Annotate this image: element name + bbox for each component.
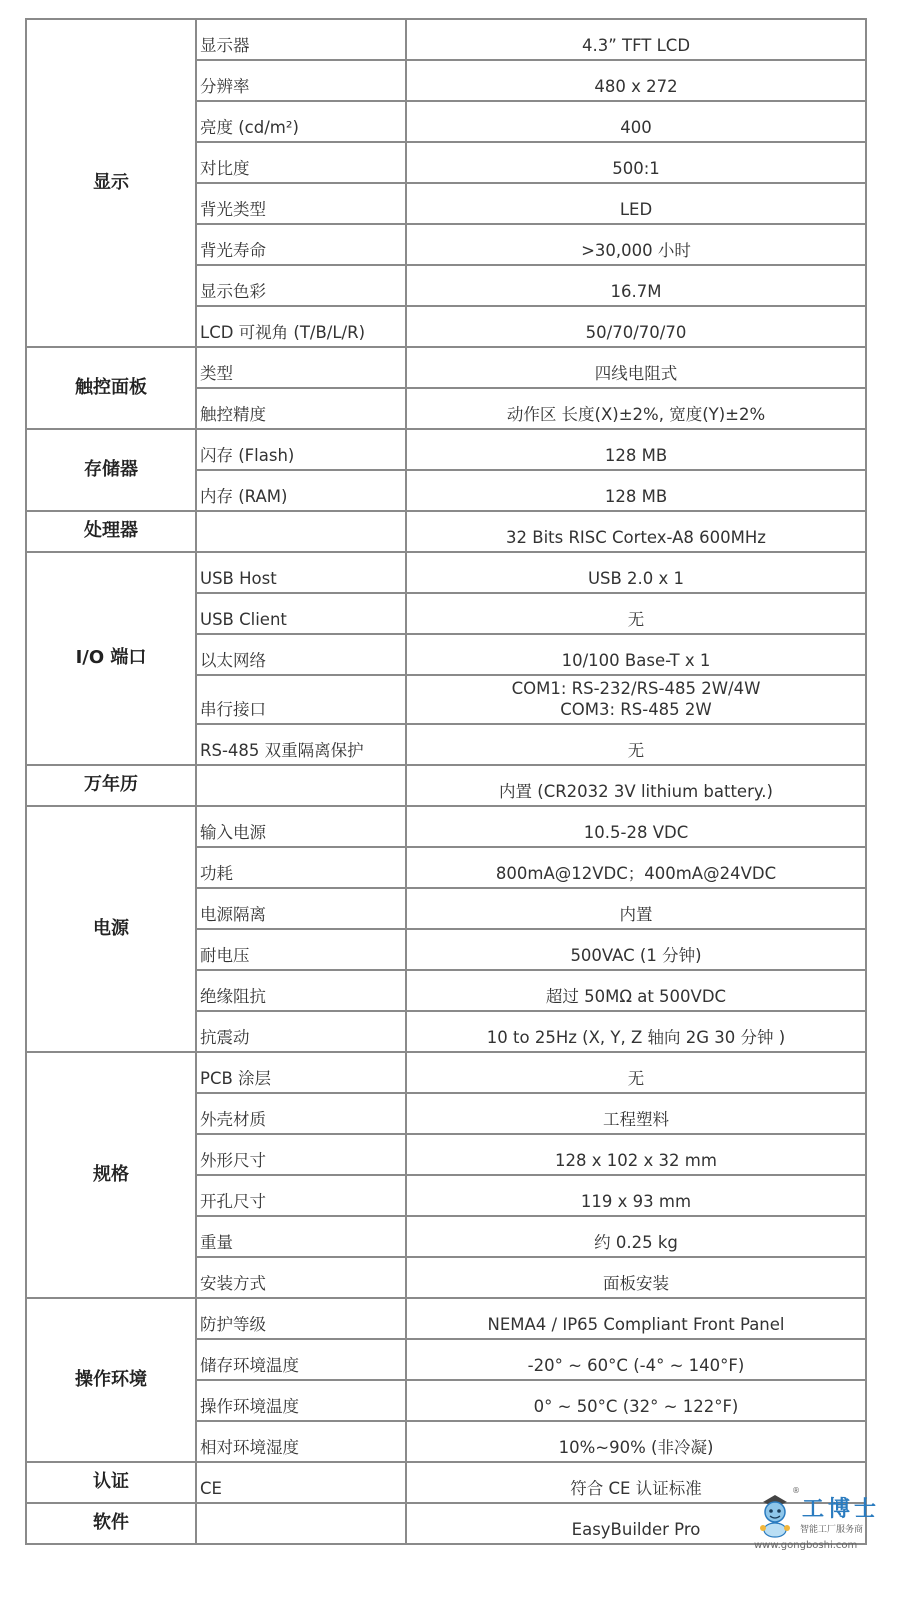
spec-name-cell: 防护等级 xyxy=(196,1298,406,1339)
spec-name-cell: 功耗 xyxy=(196,847,406,888)
mascot-icon xyxy=(754,1492,796,1538)
spec-name-cell: 安装方式 xyxy=(196,1257,406,1298)
spec-value-cell: 工程塑料 xyxy=(406,1093,866,1134)
spec-row xyxy=(26,347,866,388)
spec-value-cell: 无 xyxy=(406,593,866,634)
spec-value-cell: >30,000 小时 xyxy=(406,224,866,265)
spec-value-cell: 内置 (CR2032 3V lithium battery.) xyxy=(406,765,866,806)
spec-name-cell: 操作环境温度 xyxy=(196,1380,406,1421)
spec-value-cell: 128 MB xyxy=(406,470,866,511)
spec-table xyxy=(25,18,867,1545)
spec-name-cell: 串行接口 xyxy=(196,675,406,724)
spec-value-cell: 128 MB xyxy=(406,429,866,470)
spec-value-cell: 四线电阻式 xyxy=(406,347,866,388)
spec-value-cell: 500:1 xyxy=(406,142,866,183)
spec-row xyxy=(26,511,866,552)
spec-name-cell: 触控精度 xyxy=(196,388,406,429)
spec-value-cell: 4.3” TFT LCD xyxy=(406,19,866,60)
spec-value-cell: LED xyxy=(406,183,866,224)
spec-value-cell xyxy=(406,675,866,724)
spec-name-cell: 输入电源 xyxy=(196,806,406,847)
spec-name-cell: 重量 xyxy=(196,1216,406,1257)
spec-value-cell: -20° ~ 60°C (-4° ~ 140°F) xyxy=(406,1339,866,1380)
spec-value-cell: 16.7M xyxy=(406,265,866,306)
spec-name-cell: 类型 xyxy=(196,347,406,388)
spec-value-cell: 10/100 Base-T x 1 xyxy=(406,634,866,675)
spec-name-cell: 相对环境湿度 xyxy=(196,1421,406,1462)
spec-name-cell: 对比度 xyxy=(196,142,406,183)
spec-value-cell: 50/70/70/70 xyxy=(406,306,866,347)
spec-name-cell: 耐电压 xyxy=(196,929,406,970)
spec-value-cell: 超过 50MΩ at 500VDC xyxy=(406,970,866,1011)
category-cell: 软件 xyxy=(26,1503,196,1544)
category-cell: 电源 xyxy=(26,806,196,1052)
spec-name-cell: 显示器 xyxy=(196,19,406,60)
watermark-logo xyxy=(752,1486,892,1556)
spec-value-cell: 10.5-28 VDC xyxy=(406,806,866,847)
spec-name-cell: 显示色彩 xyxy=(196,265,406,306)
brand-tagline: 智能工厂服务商 xyxy=(800,1525,864,1535)
spec-value-cell: 约 0.25 kg xyxy=(406,1216,866,1257)
spec-row xyxy=(26,1462,866,1503)
spec-value-cell: 无 xyxy=(406,724,866,765)
category-cell: 触控面板 xyxy=(26,347,196,429)
brand-name: 工博士 xyxy=(802,1496,881,1522)
spec-name-cell: 分辨率 xyxy=(196,60,406,101)
spec-value-cell: 动作区 长度(X)±2%, 宽度(Y)±2% xyxy=(406,388,866,429)
spec-row xyxy=(26,1298,866,1339)
spec-value-cell: 无 xyxy=(406,1052,866,1093)
spec-value-cell: 10%~90% (非冷凝) xyxy=(406,1421,866,1462)
category-cell: 认证 xyxy=(26,1462,196,1503)
spec-value-cell: 32 Bits RISC Cortex-A8 600MHz xyxy=(406,511,866,552)
spec-name-cell: 内存 (RAM) xyxy=(196,470,406,511)
category-cell: 处理器 xyxy=(26,511,196,552)
spec-name-cell xyxy=(196,765,406,806)
spec-name-cell: 储存环境温度 xyxy=(196,1339,406,1380)
spec-name-cell: USB Client xyxy=(196,593,406,634)
spec-name-cell: RS-485 双重隔离保护 xyxy=(196,724,406,765)
spec-row xyxy=(26,1052,866,1093)
category-cell: 操作环境 xyxy=(26,1298,196,1462)
spec-value-cell: 800mA@12VDC；400mA@24VDC xyxy=(406,847,866,888)
spec-name-cell: 外壳材质 xyxy=(196,1093,406,1134)
spec-table-body xyxy=(26,19,866,1544)
category-cell: I/O 端口 xyxy=(26,552,196,765)
spec-row xyxy=(26,429,866,470)
spec-value-cell: 400 xyxy=(406,101,866,142)
spec-row xyxy=(26,19,866,60)
spec-value-cell: 480 x 272 xyxy=(406,60,866,101)
spec-value-line: COM1: RS-232/RS-485 2W/4W xyxy=(511,678,761,698)
spec-name-cell: PCB 涂层 xyxy=(196,1052,406,1093)
spec-value-cell: 0° ~ 50°C (32° ~ 122°F) xyxy=(406,1380,866,1421)
spec-name-cell: 抗震动 xyxy=(196,1011,406,1052)
spec-name-cell: 绝缘阻抗 xyxy=(196,970,406,1011)
spec-name-cell: 开孔尺寸 xyxy=(196,1175,406,1216)
spec-name-cell: LCD 可视角 (T/B/L/R) xyxy=(196,306,406,347)
spec-name-cell: 亮度 (cd/m²) xyxy=(196,101,406,142)
spec-value-cell: USB 2.0 x 1 xyxy=(406,552,866,593)
spec-row xyxy=(26,806,866,847)
spec-name-cell: USB Host xyxy=(196,552,406,593)
spec-name-cell xyxy=(196,511,406,552)
spec-value-line: COM3: RS-485 2W xyxy=(560,699,712,719)
spec-value-cell: 500VAC (1 分钟) xyxy=(406,929,866,970)
category-cell: 显示 xyxy=(26,19,196,347)
spec-name-cell: 背光寿命 xyxy=(196,224,406,265)
spec-value-cell: 119 x 93 mm xyxy=(406,1175,866,1216)
spec-name-cell: 电源隔离 xyxy=(196,888,406,929)
spec-name-cell: CE xyxy=(196,1462,406,1503)
spec-value-cell: 10 to 25Hz (X, Y, Z 轴向 2G 30 分钟 ) xyxy=(406,1011,866,1052)
registered-mark: ® xyxy=(792,1486,800,1495)
spec-name-cell: 外形尺寸 xyxy=(196,1134,406,1175)
spec-row xyxy=(26,1503,866,1544)
category-cell: 存储器 xyxy=(26,429,196,511)
spec-value-cell: 内置 xyxy=(406,888,866,929)
spec-value-cell: 128 x 102 x 32 mm xyxy=(406,1134,866,1175)
spec-name-cell: 背光类型 xyxy=(196,183,406,224)
spec-value-cell: 符合 CE 认证标准 xyxy=(406,1462,866,1503)
spec-name-cell xyxy=(196,1503,406,1544)
spec-row xyxy=(26,765,866,806)
spec-value-cell: 面板安装 xyxy=(406,1257,866,1298)
brand-url: www.gongboshi.com xyxy=(754,1540,858,1551)
spec-row xyxy=(26,552,866,593)
spec-value-cell: NEMA4 / IP65 Compliant Front Panel xyxy=(406,1298,866,1339)
spec-value-cell: EasyBuilder Pro xyxy=(406,1503,866,1544)
category-cell: 万年历 xyxy=(26,765,196,806)
spec-name-cell: 以太网络 xyxy=(196,634,406,675)
category-cell: 规格 xyxy=(26,1052,196,1298)
spec-name-cell: 闪存 (Flash) xyxy=(196,429,406,470)
